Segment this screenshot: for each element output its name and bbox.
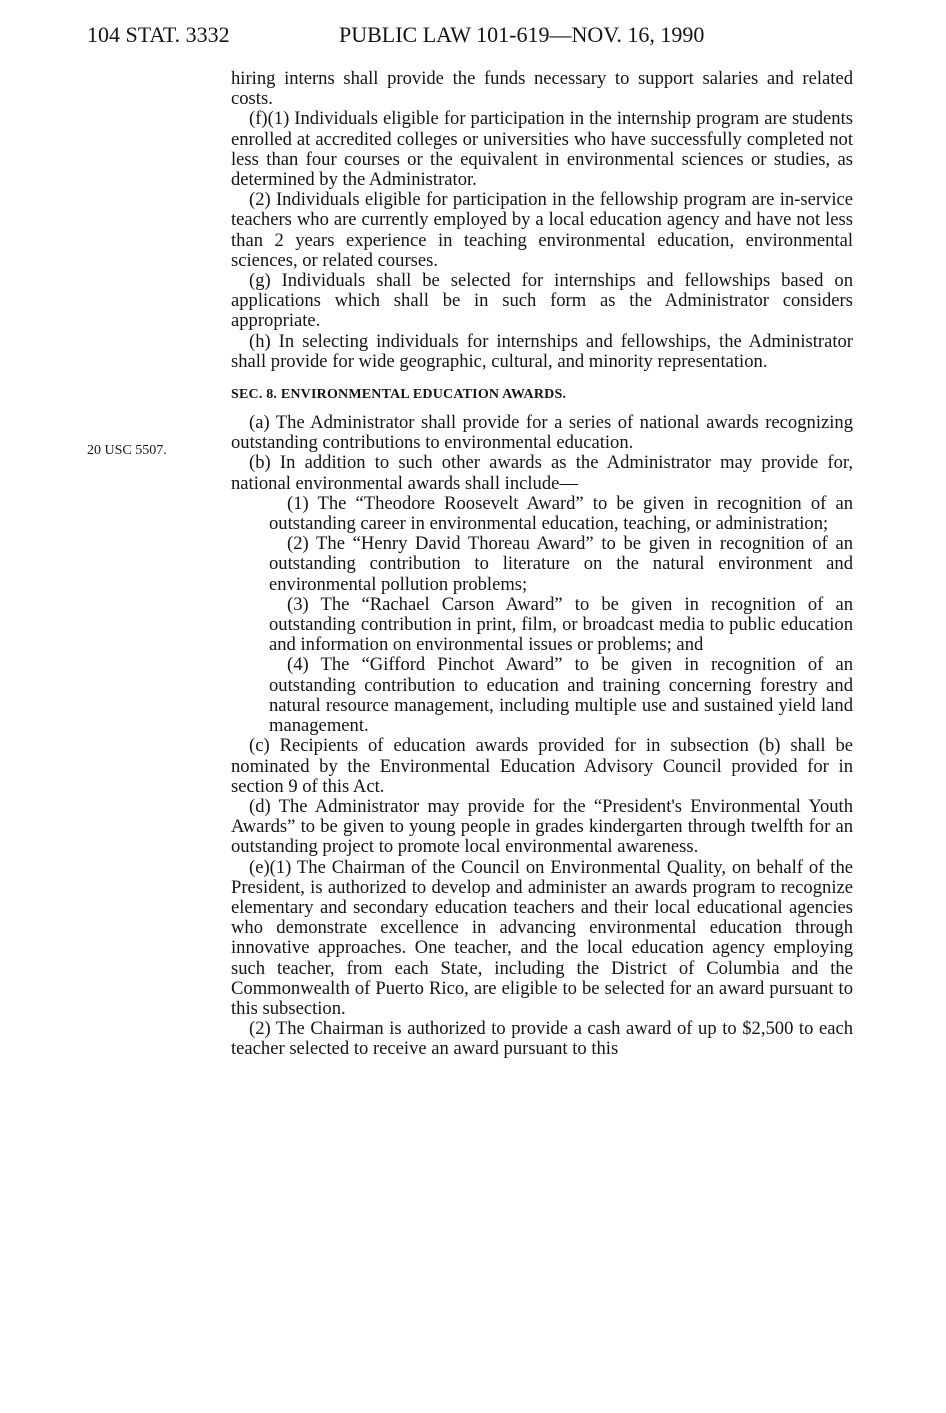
stat-page-number: 104 STAT. 3332 bbox=[87, 22, 230, 47]
section-heading: SEC. 8. ENVIRONMENTAL EDUCATION AWARDS. bbox=[231, 387, 567, 403]
paragraph-continuation: hiring interns shall provide the funds necessary to support salaries and related costs. bbox=[231, 68, 853, 110]
paragraph-h: (h) In selecting individuals for internships and fellowships, the Administrator shall provide for wide geographic, cultural, and minority representation. bbox=[231, 330, 853, 372]
paragraph-d: (d) The Administrator may provide for the “President's Environmental Youth Awards” to be given to young people in grades kindergarten through twelfth for an outstanding project to promote local environmental awareness. bbox=[231, 795, 853, 858]
paragraph-a: (a) The Administrator shall provide for a series of national awards recognizing outstanding contributions to environmental education. bbox=[231, 412, 853, 454]
paragraph-f2: (2) Individuals eligible for participation in the fellowship program are in-service teachers who are currently employed by a local education agency and have not less than 2 years experience in teaching environmental education, environmental sciences, or related courses. bbox=[231, 189, 853, 271]
paragraph-b3: (3) The “Rachael Carson Award” to be given in recognition of an outstanding contribution in print, film, or broadcast media to public education and information on environmental issues or problems; and bbox=[269, 593, 853, 656]
body-text bbox=[231, 69, 853, 1060]
paragraph-e1: (e)(1) The Chairman of the Council on Environmental Quality, on behalf of the President, is authorized to develop and administer an awards program to recognize elementary and secondary education teachers and their local educational agencies who demonstrate excellence in advancing environmental education through innovative approaches. One teacher, and the local education agency employing such teacher, from each State, including the District of Columbia and the Commonwealth of Puerto Rico, are eligible to be selected for an award pursuant to this subsection. bbox=[231, 856, 853, 1019]
paragraph-b4: (4) The “Gifford Pinchot Award” to be given in recognition of an outstanding contribution to education and training concerning forestry and natural resource management, including multiple use and sustained yield land management. bbox=[269, 654, 853, 737]
paragraph-b: (b) In addition to such other awards as the Administrator may provide for, national environmental awards shall include— bbox=[231, 452, 853, 494]
margin-citation: 20 USC 5507. bbox=[87, 443, 167, 458]
paragraph-g: (g) Individuals shall be selected for internships and fellowships based on applications which shall be in such form as the Administrator considers appropriate. bbox=[231, 270, 853, 332]
page-header bbox=[87, 22, 847, 52]
paragraph-f1: (f)(1) Individuals eligible for participation in the internship program are students enrolled at accredited colleges or universities who have successfully completed not less than four courses or the equivalent in environmental sciences or studies, as determined by the Administrator. bbox=[231, 108, 853, 191]
paragraph-b1: (1) The “Theodore Roosevelt Award” to be given in recognition of an outstanding career in environmental education, teaching, or administration; bbox=[269, 492, 853, 535]
paragraph-c: (c) Recipients of education awards provided for in subsection (b) shall be nominated by the Environmental Education Advisory Council provided for in section 9 of this Act. bbox=[231, 735, 853, 797]
running-head-law: PUBLIC LAW 101-619—NOV. 16, 1990 bbox=[339, 22, 705, 47]
paragraph-e2: (2) The Chairman is authorized to provide a cash award of up to $2,500 to each teacher selected to receive an award pursuant to this bbox=[231, 1018, 853, 1060]
paragraph-b2: (2) The “Henry David Thoreau Award” to be given in recognition of an outstanding contribution to literature on the natural environment and environmental pollution problems; bbox=[269, 533, 853, 595]
